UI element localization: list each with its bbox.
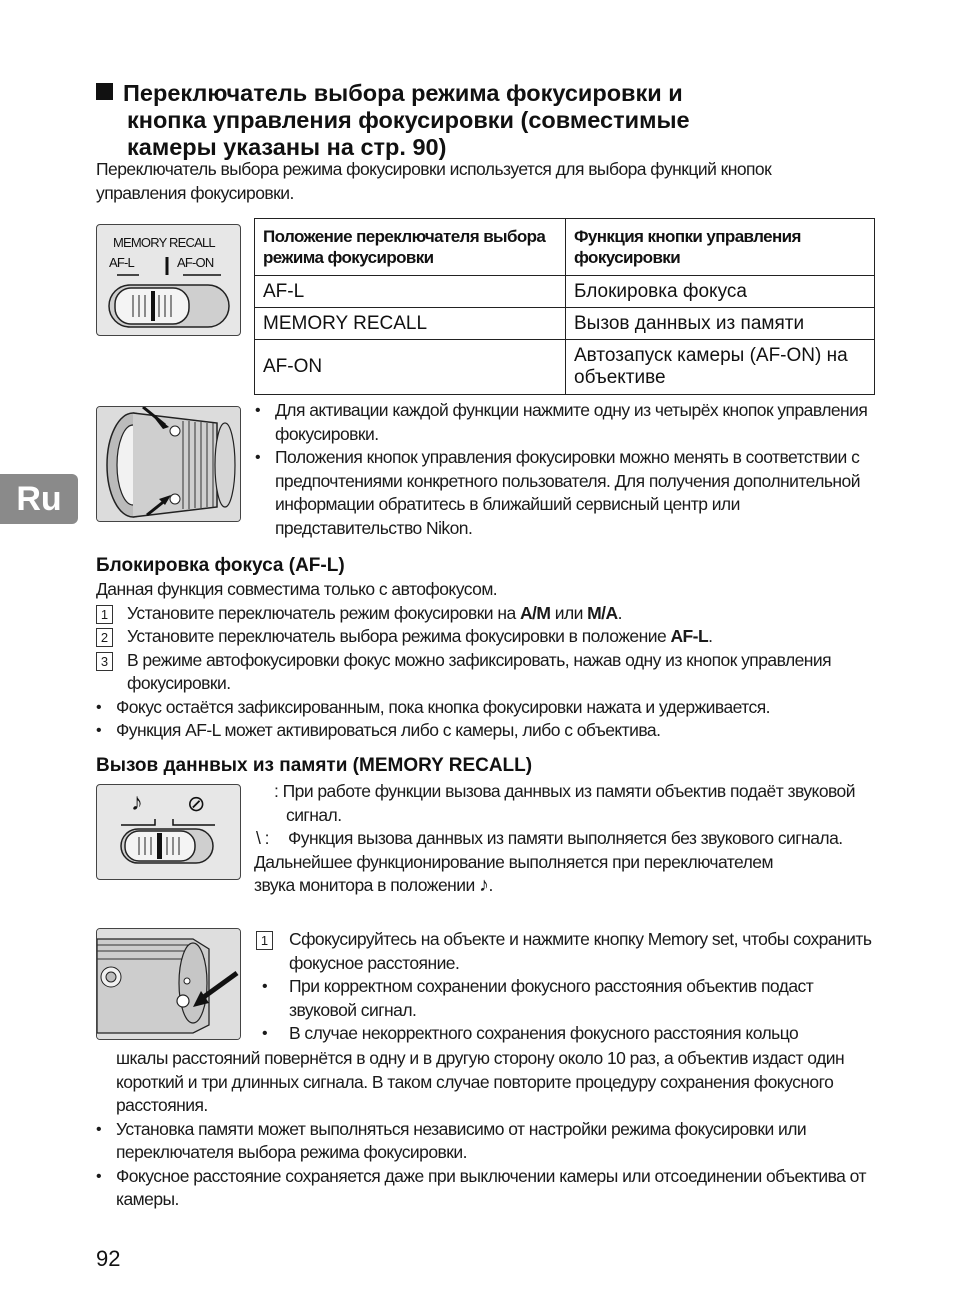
table-cell-position: AF-L — [255, 276, 566, 308]
memory-recall-tail — [96, 1047, 876, 1212]
list-item: • Положения кнопок управления фокусировки можно менять в соответствии с предпочтениями конкретного пользователя. Для получения дополнительной информации обратитесь в ближайший сервисный центр или представительство Nikon. — [255, 446, 875, 540]
table-header-position: Положение переключателя выбора режима фокусировки — [255, 219, 566, 276]
memory-set-drawing — [97, 929, 240, 1039]
switch-label-memory-recall: MEMORY RECALL — [113, 235, 215, 250]
sound-off-row — [254, 827, 876, 851]
list-item: • В случае некорректного сохранения фокусного расстояния кольцо — [262, 1022, 876, 1046]
step-text: В режиме автофокусировки фокус можно зафиксировать, нажав одну из кнопок управления фокусировки. — [127, 649, 832, 693]
table-row — [255, 340, 875, 395]
table-row — [255, 276, 875, 308]
intro-paragraph — [96, 158, 896, 205]
intro-line-1: Переключатель выбора режима фокусировки используется для выбора функций кнопок — [96, 159, 772, 179]
beep-note-icon: ♪ — [479, 874, 489, 896]
step-item — [96, 602, 886, 626]
further-line-2: звука монитора в положении — [254, 875, 475, 895]
lens-drawing — [97, 407, 240, 521]
lens-focus-buttons-illustration — [96, 406, 241, 522]
further-line-2-row — [254, 874, 876, 898]
step-number: 1 — [256, 931, 273, 950]
intro-line-2: управления фокусировки. — [96, 182, 294, 203]
step-bold-afl: AF-L — [670, 626, 709, 646]
step-text: Сфокусируйтесь на объекте и нажмите кнопку Memory set, чтобы сохранить фокусное расстояние. — [289, 929, 872, 973]
section-heading — [96, 80, 896, 161]
sound-on-description: : При работе функции вызова даннвых из памяти объектив подаёт звуковой сигнал. — [274, 781, 855, 825]
step-item — [96, 625, 886, 649]
table-header-function: Функция кнопки управления фокусировки — [566, 219, 875, 276]
step-item — [96, 649, 886, 696]
list-item: • Установка памяти может выполняться независимо от настройки режима фокусировки или переключателя выбора режима фокусировки. — [96, 1118, 876, 1165]
table-row — [255, 308, 875, 340]
sound-off-description: Функция вызова даннвых из памяти выполняется без звукового сигнала. — [288, 828, 843, 848]
table-cell-position: AF-ON — [255, 340, 566, 395]
step-text-end: . — [708, 626, 713, 646]
step-text: Установите переключатель режим фокусировки на — [127, 602, 520, 623]
step-number: 2 — [96, 628, 113, 647]
heading-line-2: кнопка управления фокусировки (совместимые — [127, 107, 690, 133]
list-item: • Функция AF-L может активироваться либо с камеры, либо с объектива. — [96, 719, 886, 743]
language-tab-ru: Ru — [0, 474, 78, 524]
list-item: • Для активации каждой функции нажмите одну из четырёх кнопок управления фокусировки. — [255, 399, 875, 446]
further-line-1: Дальнейшее функционирование выполняется при переключателем — [254, 851, 773, 872]
list-item: • При корректном сохранении фокусного расстояния объектив подаст звуковой сигнал. — [262, 975, 876, 1022]
sound-switch-drawing — [97, 785, 240, 879]
heading-line-3: камеры указаны на стр. 90) — [127, 134, 447, 160]
switch-label-af-on: AF-ON — [177, 255, 214, 270]
focus-lock-title: Блокировка фокуса (AF-L) — [96, 555, 345, 576]
bullet-continuation: шкалы расстояний повернётся в одну и в другую сторону около 10 раз, а объектив издаст один короткий и три длинных сигнала. В таком случае повторите процедуру сохранения фокусного расстояния. — [116, 1048, 845, 1115]
step-text-end: . — [617, 602, 622, 623]
sound-options — [254, 780, 876, 898]
page-number: 92 — [96, 1246, 121, 1271]
memory-set-bullets — [262, 975, 876, 1046]
heading-line-1: Переключатель выбора режима фокусировки и — [123, 80, 683, 106]
list-item: • Фокусное расстояние сохраняется даже при выключении камеры или отсоединении объектива от камеры. — [96, 1165, 876, 1212]
focus-function-table — [254, 218, 875, 395]
step-number: 3 — [96, 652, 113, 671]
heading-square-icon — [96, 83, 113, 100]
table-cell-function: Блокировка фокуса — [566, 276, 875, 308]
table-cell-function: Автозапуск камеры (AF-ON) на объективе — [566, 340, 875, 395]
sound-switch-illustration — [96, 784, 241, 880]
table-cell-position: MEMORY RECALL — [255, 308, 566, 340]
step-item — [254, 928, 876, 975]
table-header-row — [255, 219, 875, 276]
switch-slider-drawing — [97, 225, 240, 335]
table-cell-function: Вызов даннвых из памяти — [566, 308, 875, 340]
sound-off-prefix: \ : — [256, 828, 269, 848]
memory-set-steps — [254, 928, 876, 1046]
switch-label-af-l: AF-L — [109, 255, 134, 270]
list-item: • Фокус остаётся зафиксированным, пока кнопка фокусировки нажата и удерживается. — [96, 696, 886, 720]
focus-lock-intro: Данная функция совместима только с автофокусом. — [96, 579, 498, 599]
sound-on-icon: ♪ — [131, 789, 143, 816]
sound-off-icon: ⊘ — [187, 791, 206, 816]
further-end: . — [488, 875, 493, 895]
memory-set-button-illustration — [96, 928, 241, 1040]
step-number: 1 — [96, 605, 113, 624]
focus-lock-body — [96, 578, 886, 743]
step-text: Установите переключатель выбора режима фокусировки в положение — [127, 626, 671, 646]
lens-bullets — [255, 399, 875, 540]
step-text-mid: или — [550, 602, 588, 623]
focus-lock-bullets — [96, 696, 886, 743]
memory-recall-bullets — [96, 1118, 876, 1212]
step-bold-am: A/M — [519, 602, 551, 623]
focus-mode-switch-illustration — [96, 224, 241, 336]
step-bold-ma: M/A — [587, 602, 618, 623]
memory-recall-title: Вызов даннвых из памяти (MEMORY RECALL) — [96, 755, 533, 776]
